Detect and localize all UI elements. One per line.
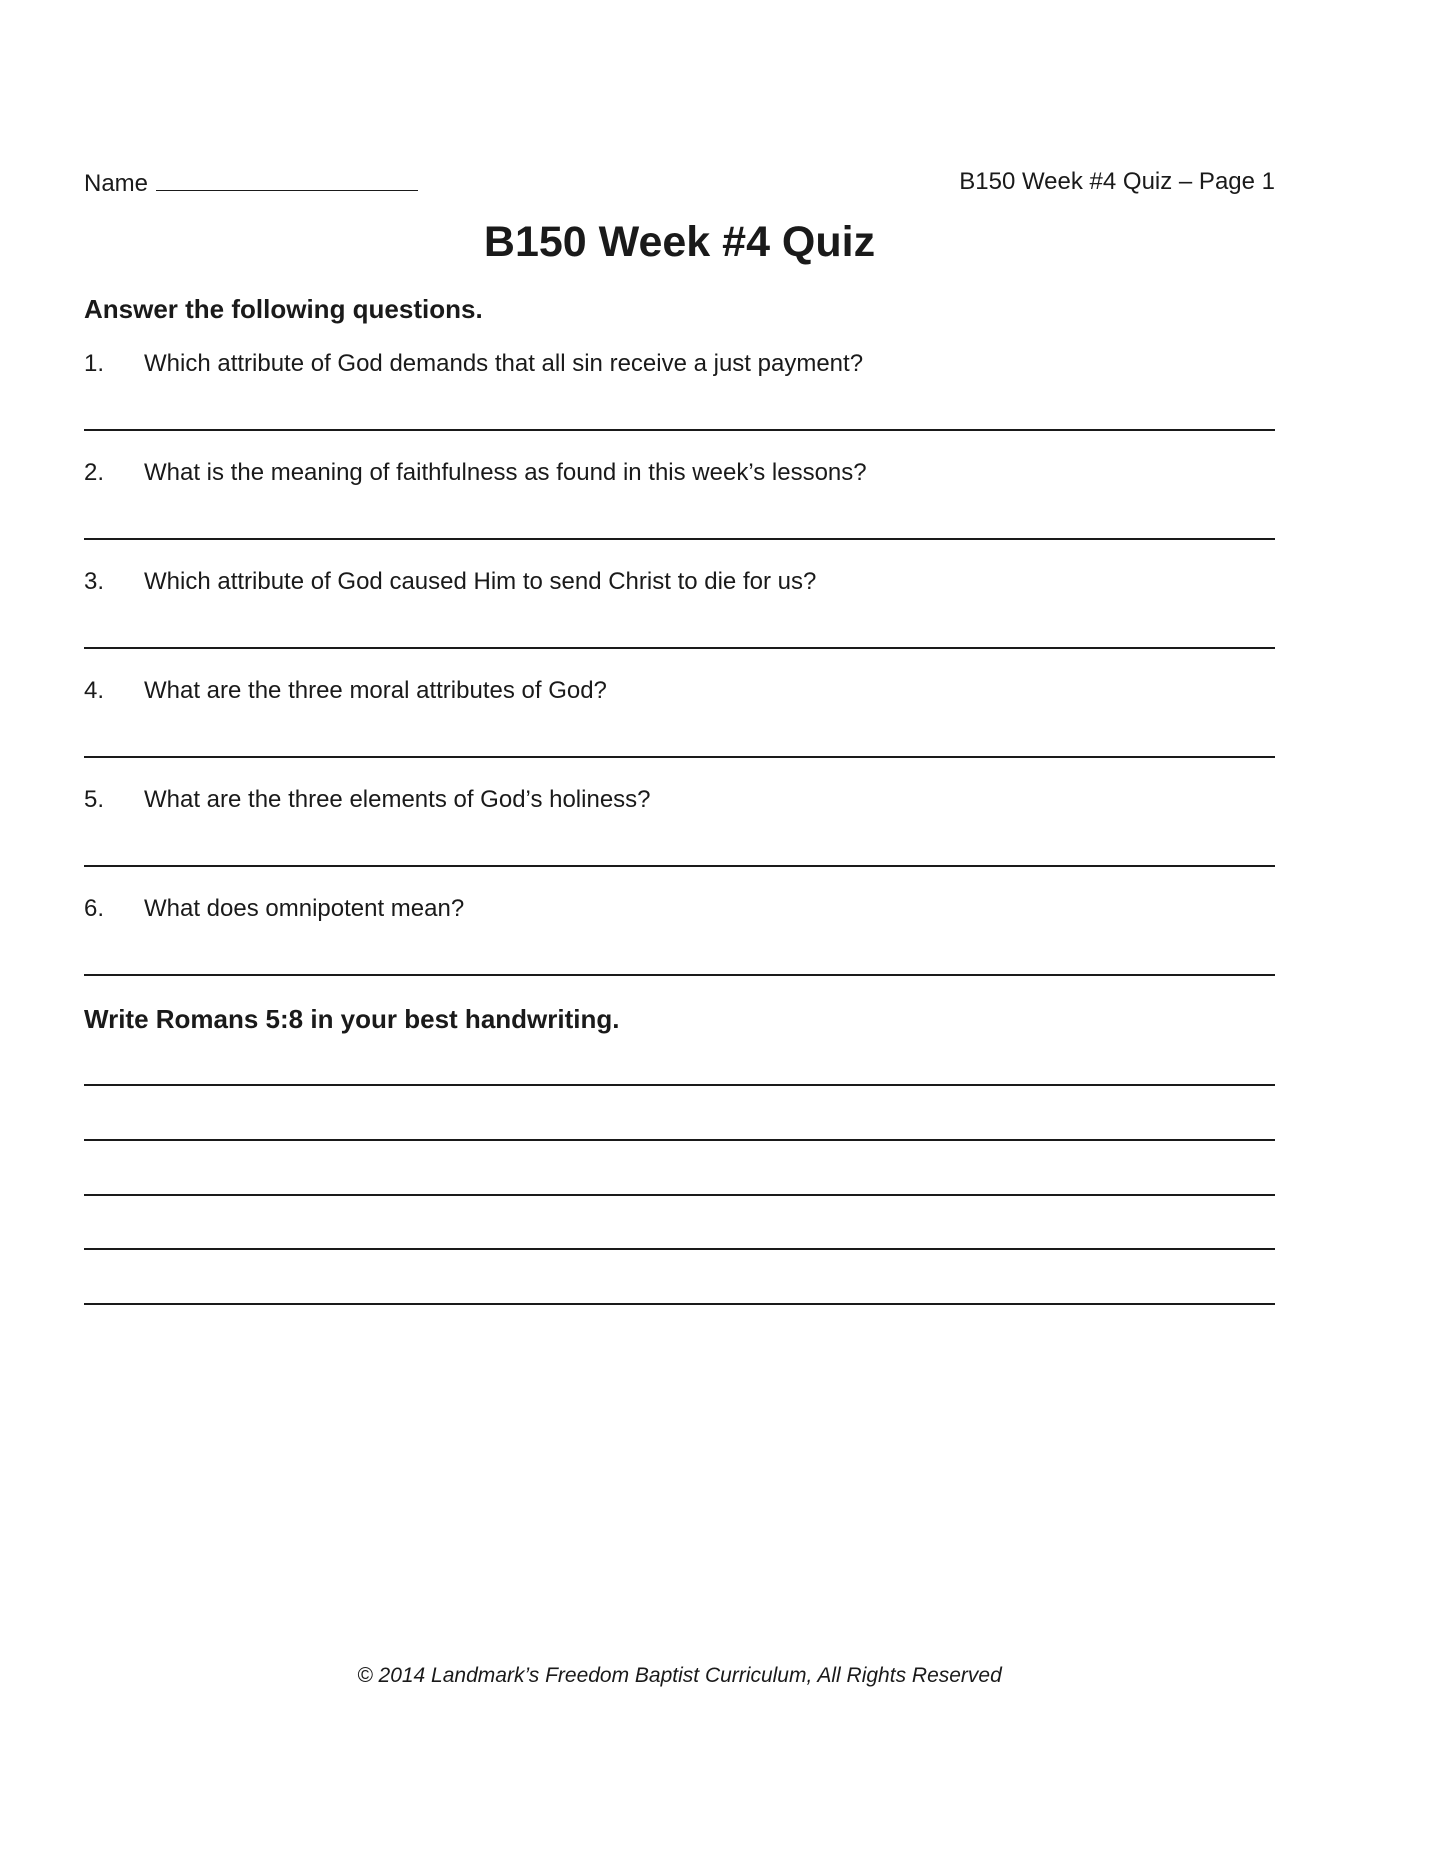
section-1-instructions: Answer the following questions. [84,294,483,324]
question-number: 2. [84,459,105,486]
answer-line-3[interactable] [84,647,1275,649]
name-blank[interactable] [156,168,418,191]
question-text: What are the three moral attributes of God? [144,677,607,704]
name-field-group [84,168,418,198]
answer-line-4[interactable] [84,756,1275,758]
answer-line-2[interactable] [84,538,1275,540]
question-text: What is the meaning of faithfulness as found in this week’s lessons? [144,459,867,486]
copyright-footer: © 2014 Landmark’s Freedom Baptist Curriculum, All Rights Reserved [357,1664,1002,1687]
answer-line-5[interactable] [84,865,1275,867]
quiz-page [84,0,1275,1870]
question-text: Which attribute of God demands that all sin receive a just payment? [144,350,864,377]
handwriting-line-5[interactable] [84,1303,1275,1305]
question-text: Which attribute of God caused Him to send Christ to die for us? [144,568,817,595]
handwriting-line-1[interactable] [84,1084,1275,1086]
answer-line-1[interactable] [84,429,1275,431]
section-2-instructions: Write Romans 5:8 in your best handwriting. [84,1004,620,1034]
page-header [84,168,1275,202]
name-label: Name [84,170,149,197]
question-number: 3. [84,568,105,595]
question-number: 5. [84,786,105,813]
question-text: What does omnipotent mean? [144,895,465,922]
question-number: 1. [84,350,105,377]
handwriting-line-2[interactable] [84,1139,1275,1141]
question-number: 4. [84,677,105,704]
page-title: B150 Week #4 Quiz [483,218,876,266]
question-text: What are the three elements of God’s holiness? [144,786,651,813]
handwriting-line-4[interactable] [84,1248,1275,1250]
page-number-label: B150 Week #4 Quiz – Page 1 [959,168,1275,195]
answer-line-6[interactable] [84,974,1275,976]
handwriting-line-3[interactable] [84,1194,1275,1196]
question-number: 6. [84,895,105,922]
